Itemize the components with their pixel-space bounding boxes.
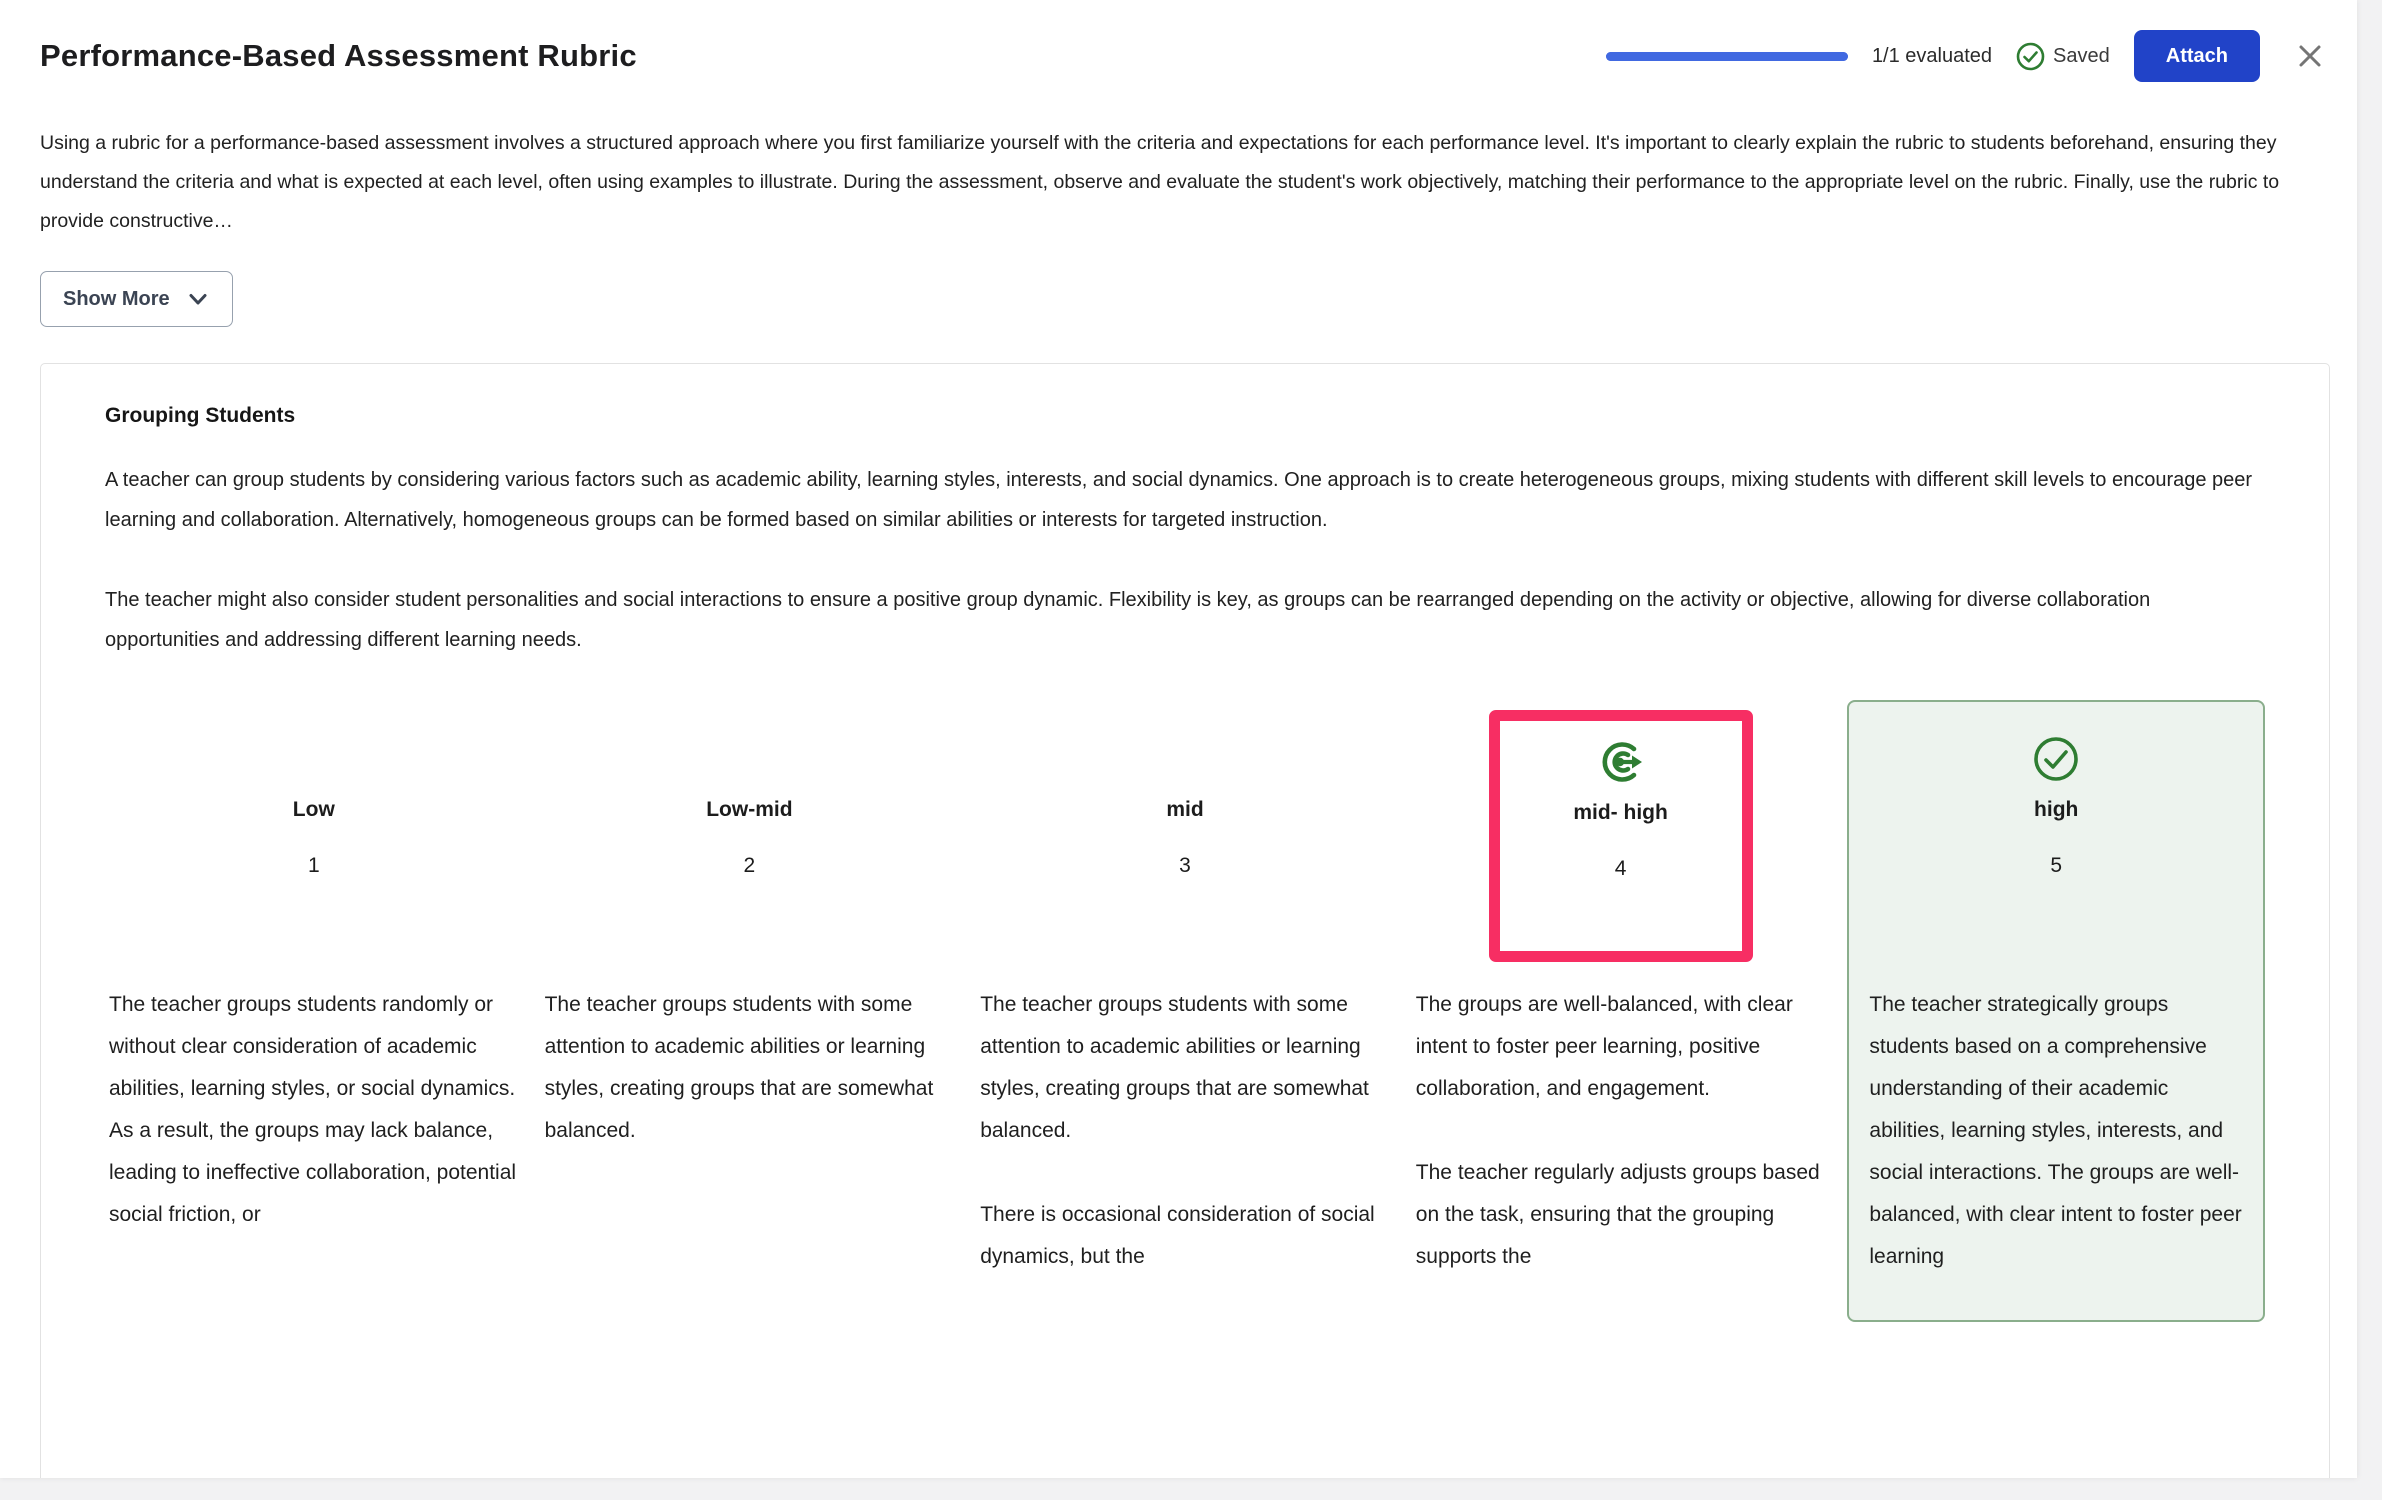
level-head-mid-high-target[interactable]: [1489, 710, 1753, 962]
rubric-description: Using a rubric for a performance-based assessment involves a structured approach where you first familiarize yourself with the criteria and expectations for each performance level. It's important to clearly explain the rubric to students beforehand, ensuring they understand the criteria and what is expected at each level, often using examples to illustrate. During the assessment, observe and evaluate the student's work objectively, matching their performance to the appropriate level on the rubric. Finally, use the rubric to provide constructive…: [40, 132, 2280, 232]
level-description-low: [109, 984, 519, 1236]
page-title: Performance-Based Assessment Rubric: [40, 38, 637, 73]
level-score: 4: [1614, 857, 1627, 880]
level-paragraph: The teacher strategically groups students based on a comprehensive understanding of their academic abilities, learning styles, interests, and social interactions. The groups are well-balanced, with clear intent to foster peer learning: [1869, 993, 2242, 1268]
level-description-high: [1869, 984, 2243, 1278]
modal-header: [40, 30, 2330, 82]
level-description-low-mid: [545, 984, 955, 1152]
evaluation-progress-fill: [1606, 52, 1848, 61]
evaluated-count: 1/1 evaluated: [1871, 44, 1993, 67]
level-paragraph: The teacher groups students with some attention to academic abilities or learning styles, creating groups that are somewhat balanced.: [980, 993, 1369, 1142]
level-label: Low-mid: [706, 798, 793, 821]
rubric-level-high-selected[interactable]: [1847, 700, 2265, 1322]
evaluation-progress-bar: [1606, 52, 1848, 61]
level-label: Low: [292, 798, 335, 821]
level-icon-slot: [2032, 732, 2080, 786]
header-actions: [1606, 30, 2330, 82]
level-score: 1: [307, 854, 320, 877]
rubric-levels: [105, 700, 2265, 1322]
level-label: mid: [1166, 798, 1204, 821]
level-paragraph: The teacher groups students with some attention to academic abilities or learning styles, creating groups that are somewhat balanced.: [544, 993, 934, 1142]
chevron-down-icon: [186, 287, 210, 311]
level-score: 2: [743, 854, 756, 877]
show-more-button[interactable]: [40, 271, 233, 327]
rubric-level-mid-high[interactable]: [1412, 700, 1830, 1322]
criterion-description-2: The teacher might also consider student personalities and social interactions to ensure a positive group dynamic. Flexibility is key, as groups can be rearranged depending on the activity or objective, allowing for diverse collaboration opportunities and addressing different learning needs.: [105, 589, 2151, 651]
level-icon-slot: [1598, 735, 1644, 789]
level-head-low-mid[interactable]: [545, 710, 955, 962]
rubric-level-mid[interactable]: [976, 700, 1394, 1322]
level-paragraph: There is occasional consideration of social dynamics, but the: [980, 1203, 1375, 1268]
show-more-label: Show More: [63, 287, 170, 310]
criterion-title: Grouping Students: [105, 404, 296, 427]
level-head-high[interactable]: [1869, 710, 2243, 962]
attach-button[interactable]: Attach: [2134, 30, 2260, 82]
level-description-mid-high: [1416, 984, 1826, 1278]
criterion-description-1: A teacher can group students by considering various factors such as academic ability, learning styles, interests, and social dynamics. One approach is to create heterogeneous groups, mixing students with different skill levels to encourage peer learning and collaboration. Alternatively, homogeneous groups can be formed based on similar abilities or interests for targeted instruction.: [105, 469, 2253, 531]
close-button[interactable]: [2290, 36, 2330, 76]
save-status: [2016, 42, 2110, 71]
level-paragraph: The teacher regularly adjusts groups based on the task, ensuring that the grouping supports the: [1415, 1161, 1820, 1268]
level-paragraph: The groups are well-balanced, with clear intent to foster peer learning, positive collaboration, and engagement.: [1415, 993, 1793, 1100]
level-label: high: [2034, 798, 2079, 821]
level-score: 3: [1179, 854, 1191, 877]
level-score: 5: [2050, 854, 2063, 877]
level-label: mid- high: [1573, 801, 1668, 824]
level-paragraph: The teacher groups students randomly or without clear consideration of academic abilities, learning styles, or social dynamics. As a result, the groups may lack balance, leading to ineffective collaboration, potential social friction, or: [109, 993, 517, 1226]
close-icon: [2294, 40, 2326, 72]
selected-check-icon: [2032, 735, 2080, 783]
target-score-icon: [1598, 739, 1644, 785]
save-status-label: Saved: [2053, 44, 2110, 67]
criterion-card: [40, 363, 2330, 1478]
level-description-mid: [980, 984, 1390, 1278]
level-head-low[interactable]: [109, 710, 519, 962]
rubric-level-low[interactable]: [105, 700, 523, 1322]
saved-check-icon: [2016, 42, 2045, 71]
rubric-level-low-mid[interactable]: [541, 700, 959, 1322]
level-head-mid[interactable]: [980, 710, 1390, 962]
